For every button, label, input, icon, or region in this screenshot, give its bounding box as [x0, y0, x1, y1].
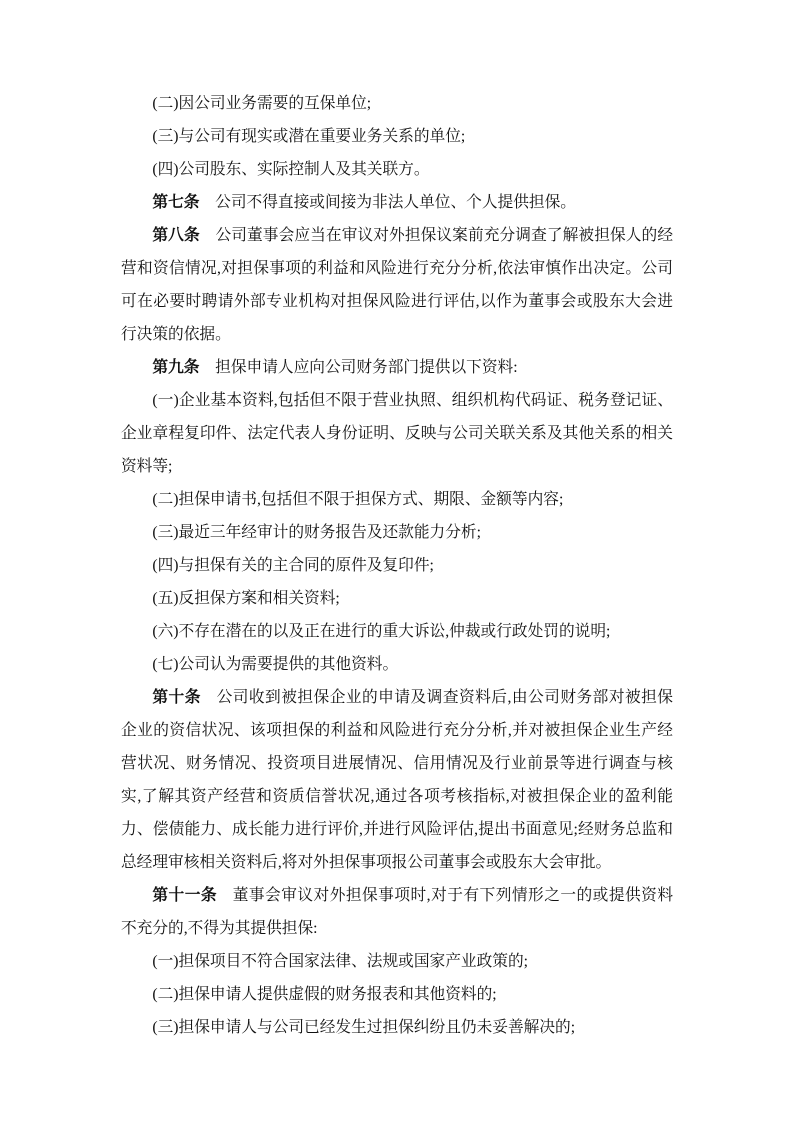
article-number-label: 第七条 [152, 194, 200, 211]
list-item-paragraph [121, 483, 673, 516]
paragraph-text: (二)因公司业务需要的互保单位; [152, 95, 372, 112]
article-number-label: 第十条 [152, 689, 201, 706]
list-item-paragraph [121, 549, 673, 582]
article-paragraph [121, 186, 673, 219]
paragraph-text: 公司收到被担保企业的申请及调查资料后,由公司财务部对被担保企业的资信状况、该项担保的利益和风险进行充分分析,并对被担保企业生产经营状况、财务情况、投资项目进展情况、信用情况及行业前景等进行调查与核实,了解其资产经营和资质信誉状况,通过各项考核指标,对被担保企业的盈利能力、偿债能力、成长能力进行评价,并进行风险评估,提出书面意见;经财务总监和总经理审核相关资料后,将对外担保事项报公司董事会或股东大会审批。 [121, 689, 673, 871]
paragraph-text: (五)反担保方案和相关资料; [152, 590, 340, 607]
paragraph-text: (四)公司股东、实际控制人及其关联方。 [152, 161, 430, 178]
paragraph-text: 公司董事会应当在审议对外担保议案前充分调查了解被担保人的经营和资信情况,对担保事项的利益和风险进行充分分析,依法审慎作出决定。公司可在必要时聘请外部专业机构对担保风险进行评估,以作为董事会或股东大会进行决策的依据。 [121, 227, 674, 343]
list-item-paragraph [121, 120, 673, 153]
list-item-paragraph [121, 516, 673, 549]
article-paragraph [121, 681, 673, 879]
paragraph-text: (一)企业基本资料,包括但不限于营业执照、组织机构代码证、税务登记证、企业章程复印件、法定代表人身份证明、反映与公司关联关系及其他关系的相关资料等; [121, 392, 673, 475]
list-item-paragraph [121, 648, 673, 681]
paragraph-text: (三)最近三年经审计的财务报告及还款能力分析; [152, 524, 481, 541]
paragraph-text: (二)担保申请书,包括但不限于担保方式、期限、金额等内容; [152, 491, 564, 508]
article-paragraph [121, 351, 673, 384]
list-item-paragraph [121, 153, 673, 186]
list-item-paragraph [121, 978, 673, 1011]
list-item-paragraph [121, 384, 673, 483]
paragraph-text: 担保申请人应向公司财务部门提供以下资料: [215, 359, 518, 376]
paragraph-text: (二)担保申请人提供虚假的财务报表和其他资料的; [152, 986, 497, 1003]
list-item-paragraph [121, 1011, 673, 1044]
list-item-paragraph [121, 582, 673, 615]
article-number-label: 第十一条 [152, 887, 218, 904]
paragraph-text: 董事会审议对外担保事项时,对于有下列情形之一的或提供资料不充分的,不得为其提供担保: [121, 887, 674, 937]
paragraph-text: (四)与担保有关的主合同的原件及复印件; [152, 557, 434, 574]
list-item-paragraph [121, 87, 673, 120]
list-item-paragraph [121, 945, 673, 978]
paragraph-text: (一)担保项目不符合国家法律、法规或国家产业政策的; [152, 953, 529, 970]
document-content [121, 87, 673, 1044]
paragraph-text: (三)担保申请人与公司已经发生过担保纠纷且仍未妥善解决的; [152, 1019, 576, 1036]
paragraph-text: 公司不得直接或间接为非法人单位、个人提供担保。 [215, 194, 576, 211]
list-item-paragraph [121, 615, 673, 648]
article-number-label: 第八条 [152, 227, 200, 244]
paragraph-text: (三)与公司有现实或潜在重要业务关系的单位; [152, 128, 466, 145]
article-paragraph [121, 879, 673, 945]
article-paragraph [121, 219, 673, 351]
paragraph-text: (七)公司认为需要提供的其他资料。 [152, 656, 399, 673]
paragraph-text: (六)不存在潜在的以及正在进行的重大诉讼,仲裁或行政处罚的说明; [152, 623, 611, 640]
article-number-label: 第九条 [152, 359, 200, 376]
